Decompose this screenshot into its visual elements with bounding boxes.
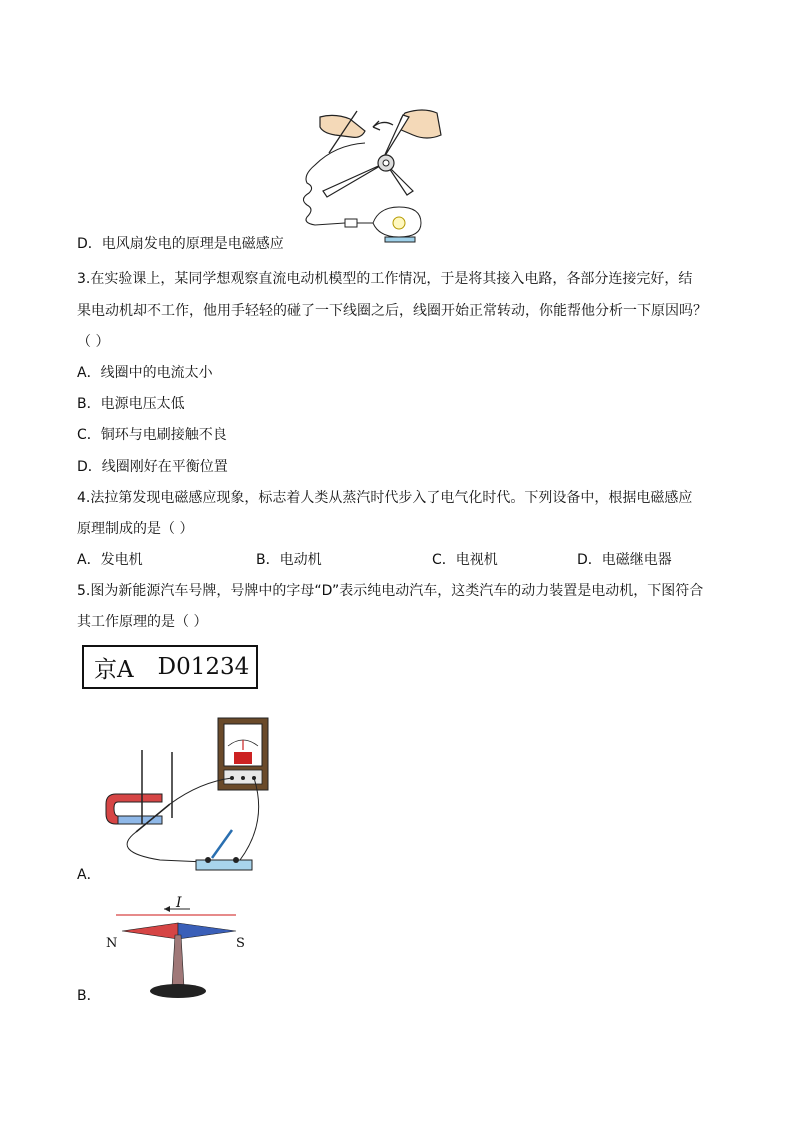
q4-stem-line1: 4.法拉第发现电磁感应现象，标志着人类从蒸汽时代步入了电气化时代。下列设备中，根据电磁感应 (77, 490, 693, 506)
q4-stem-line2: 原理制成的是（ ） (77, 521, 194, 537)
plate-number: D01234 (157, 654, 250, 680)
q3-option-b: B．电源电压太低 (77, 396, 185, 412)
q5-stem-line2: 其工作原理的是（ ） (77, 614, 208, 630)
q3-option-c: C．铜环与电刷接触不良 (77, 427, 227, 443)
q2-option-d: D．电风扇发电的原理是电磁感应 (77, 236, 284, 252)
q3-option-d: D．线圈刚好在平衡位置 (77, 459, 228, 475)
q3-stem-line1: 3.在实验课上，某同学想观察直流电动机模型的工作情况，于是将其接入电路，各部分连接完好，结 (77, 271, 693, 287)
q4-option-b: B．电动机 (256, 552, 322, 568)
current-label: I (176, 895, 182, 911)
fan-generator-figure (295, 105, 450, 245)
q5-option-b: B． (77, 988, 101, 1004)
license-plate (82, 645, 258, 689)
compass-needle-figure (100, 895, 260, 1000)
plate-prefix: 京A (94, 656, 134, 683)
q4-option-a: A．发电机 (77, 552, 143, 568)
q4-option-d: D．电磁继电器 (577, 552, 672, 568)
south-label: S (236, 936, 245, 951)
q3-stem-line2: 果电动机却不工作，他用手轻轻的碰了一下线圈之后，线圈开始正常转动，你能帮他分析一下原因吗？ (77, 303, 707, 319)
q5-option-a: A． (77, 867, 101, 883)
north-label: N (106, 936, 118, 951)
q3-option-a: A．线圈中的电流太小 (77, 365, 213, 381)
q4-option-c: C．电视机 (432, 552, 498, 568)
q5-stem-line1: 5.图为新能源汽车号牌，号牌中的字母“D”表示纯电动汽车，这类汽车的动力装置是电动机，下图符合 (77, 583, 704, 599)
q3-stem-line3: （ ） (77, 334, 110, 350)
induction-experiment-figure (100, 712, 285, 877)
